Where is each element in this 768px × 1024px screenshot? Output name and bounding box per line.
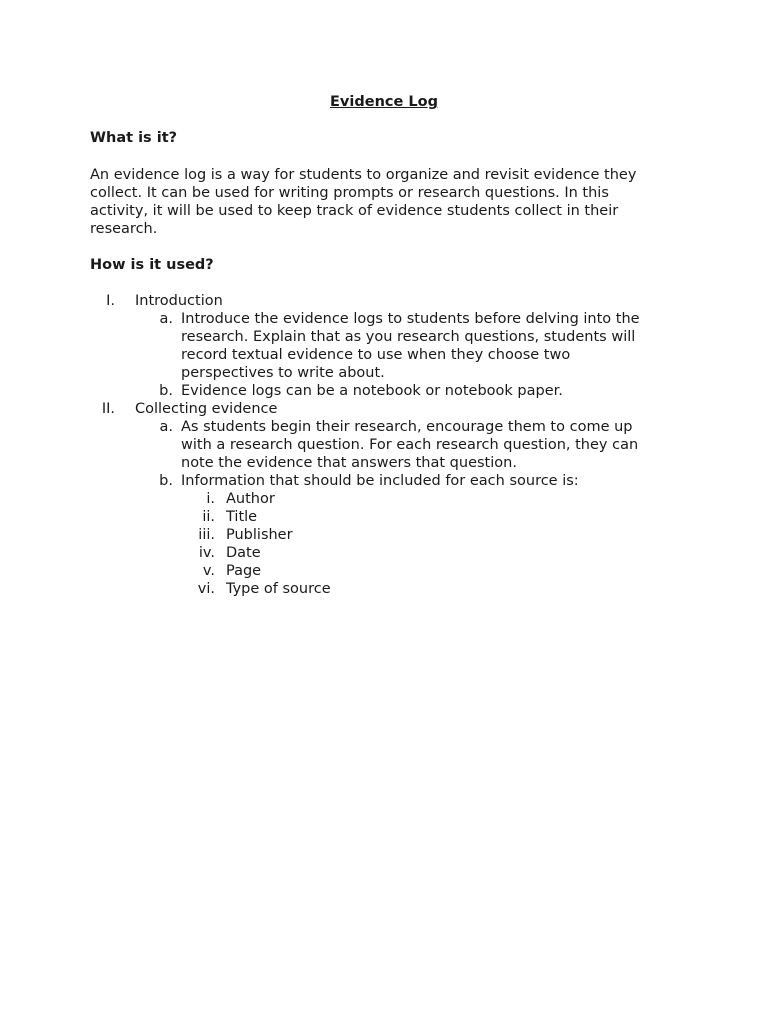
- source-field-text: Type of source: [226, 581, 331, 597]
- outline-subitem-text: note the evidence that answers that question.: [181, 455, 517, 471]
- source-field-title: [0, 508, 768, 526]
- section-heading-how-is-it-used: How is it used?: [90, 257, 214, 273]
- outline-subitem-text: As students begin their research, encourage them to come up: [181, 419, 633, 435]
- outline-subitem-text: Introduce the evidence logs to students before delving into the: [181, 311, 640, 327]
- source-field-text: Date: [226, 545, 261, 561]
- outline-item-collecting-evidence: [0, 400, 768, 418]
- outline-subitem: [0, 310, 768, 328]
- outline-marker: iii.: [198, 527, 215, 543]
- outline-subitem-text: record textual evidence to use when they choose two: [181, 347, 571, 363]
- source-field-text: Author: [226, 491, 275, 507]
- source-field-publisher: [0, 526, 768, 544]
- outline-subitem: [0, 472, 768, 490]
- outline-subitem: [0, 418, 768, 436]
- outline-subitem-continuation: [0, 328, 768, 346]
- outline-marker: a.: [159, 419, 173, 435]
- outline-marker: b.: [159, 383, 173, 399]
- source-field-text: Title: [226, 509, 258, 525]
- document-title: Evidence Log: [330, 94, 438, 110]
- outline-marker: II.: [101, 401, 115, 417]
- source-field-text: Page: [226, 563, 262, 579]
- outline-marker: iv.: [198, 545, 215, 561]
- source-field-type: [0, 580, 768, 598]
- source-field-date: [0, 544, 768, 562]
- source-field-page: [0, 562, 768, 580]
- outline-subitem-text: Information that should be included for each source is:: [181, 473, 579, 489]
- outline-marker: I.: [106, 293, 115, 309]
- outline-marker: v.: [202, 563, 215, 579]
- outline-subitem-continuation: [0, 454, 768, 472]
- outline-item-introduction: [0, 292, 768, 310]
- outline-subitem-text: with a research question. For each research question, they can: [181, 437, 639, 453]
- source-field-author: [0, 490, 768, 508]
- outline-subitem-text: perspectives to write about.: [181, 365, 385, 381]
- section-heading-what-is-it: What is it?: [90, 130, 178, 146]
- paragraph-line: An evidence log is a way for students to organize and revisit evidence they: [90, 167, 637, 183]
- intro-paragraph: [90, 166, 690, 238]
- outline-subitem: [0, 382, 768, 400]
- outline-marker: b.: [159, 473, 173, 489]
- outline-marker: i.: [206, 491, 215, 507]
- outline-marker: ii.: [202, 509, 215, 525]
- outline-item-text: Introduction: [135, 293, 223, 309]
- paragraph-line: collect. It can be used for writing prompts or research questions. In this: [90, 185, 609, 201]
- paragraph-line: activity, it will be used to keep track of evidence students collect in their: [90, 203, 619, 219]
- outline-subitem-text: research. Explain that as you research questions, students will: [181, 329, 636, 345]
- source-field-text: Publisher: [226, 527, 293, 543]
- outline-list: [0, 292, 768, 598]
- outline-subitem-continuation: [0, 364, 768, 382]
- outline-subitem-continuation: [0, 346, 768, 364]
- outline-subitem-text: Evidence logs can be a notebook or notebook paper.: [181, 383, 563, 399]
- outline-subitem-continuation: [0, 436, 768, 454]
- outline-marker: vi.: [197, 581, 215, 597]
- outline-marker: a.: [159, 311, 173, 327]
- paragraph-line: research.: [90, 221, 158, 237]
- outline-item-text: Collecting evidence: [135, 401, 278, 417]
